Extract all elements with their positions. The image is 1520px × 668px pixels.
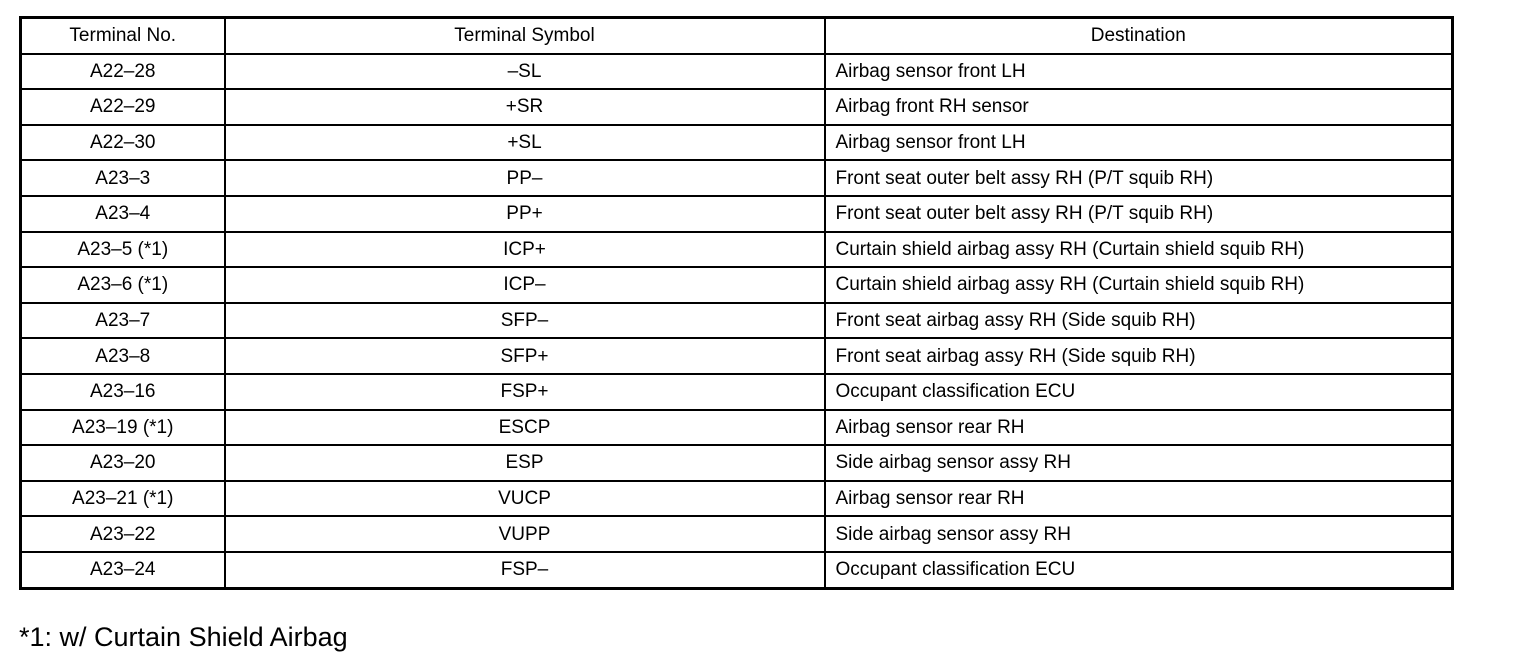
terminal-symbol-cell: FSP– (225, 552, 825, 588)
terminal-no-cell: A23–5 (*1) (21, 232, 225, 268)
terminal-symbol-cell: PP+ (225, 196, 825, 232)
destination-cell: Airbag sensor rear RH (825, 410, 1453, 446)
terminal-symbol-cell: VUCP (225, 481, 825, 517)
terminal-no-cell: A23–22 (21, 516, 225, 552)
terminal-symbol-cell: FSP+ (225, 374, 825, 410)
terminal-symbol-cell: ESCP (225, 410, 825, 446)
header-terminal-symbol: Terminal Symbol (225, 18, 825, 54)
terminal-symbol-cell: ICP– (225, 267, 825, 303)
terminal-no-cell: A23–24 (21, 552, 225, 588)
terminal-no-cell: A23–7 (21, 303, 225, 339)
destination-cell: Airbag sensor rear RH (825, 481, 1453, 517)
terminal-symbol-cell: SFP– (225, 303, 825, 339)
destination-cell: Side airbag sensor assy RH (825, 445, 1453, 481)
table-row (21, 338, 1453, 374)
terminal-symbol-cell: VUPP (225, 516, 825, 552)
table-row (21, 196, 1453, 232)
terminal-symbol-cell: +SR (225, 89, 825, 125)
destination-cell: Occupant classification ECU (825, 552, 1453, 588)
destination-cell: Front seat outer belt assy RH (P/T squib RH) (825, 196, 1453, 232)
destination-cell: Airbag sensor front LH (825, 54, 1453, 90)
terminal-symbol-cell: SFP+ (225, 338, 825, 374)
destination-cell: Front seat airbag assy RH (Side squib RH) (825, 338, 1453, 374)
table-body (21, 54, 1453, 588)
table-row (21, 125, 1453, 161)
destination-cell: Front seat outer belt assy RH (P/T squib RH) (825, 160, 1453, 196)
table-row (21, 303, 1453, 339)
terminal-no-cell: A23–4 (21, 196, 225, 232)
terminal-no-cell: A22–28 (21, 54, 225, 90)
terminal-symbol-cell: +SL (225, 125, 825, 161)
destination-cell: Airbag front RH sensor (825, 89, 1453, 125)
table-row (21, 232, 1453, 268)
terminal-table (19, 16, 1454, 590)
terminal-symbol-cell: –SL (225, 54, 825, 90)
terminal-no-cell: A23–20 (21, 445, 225, 481)
table-row (21, 410, 1453, 446)
terminal-no-cell: A22–29 (21, 89, 225, 125)
terminal-symbol-cell: ESP (225, 445, 825, 481)
table-row (21, 445, 1453, 481)
table-row (21, 267, 1453, 303)
header-terminal-no: Terminal No. (21, 18, 225, 54)
destination-cell: Occupant classification ECU (825, 374, 1453, 410)
terminal-no-cell: A23–3 (21, 160, 225, 196)
table-row (21, 374, 1453, 410)
terminal-no-cell: A23–21 (*1) (21, 481, 225, 517)
table-row (21, 481, 1453, 517)
destination-cell: Front seat airbag assy RH (Side squib RH) (825, 303, 1453, 339)
table-row (21, 89, 1453, 125)
table-row (21, 54, 1453, 90)
destination-cell: Airbag sensor front LH (825, 125, 1453, 161)
terminal-no-cell: A22–30 (21, 125, 225, 161)
table-row (21, 552, 1453, 588)
header-row (21, 18, 1453, 54)
terminal-no-cell: A23–19 (*1) (21, 410, 225, 446)
terminal-no-cell: A23–16 (21, 374, 225, 410)
table-header (21, 18, 1453, 54)
destination-cell: Side airbag sensor assy RH (825, 516, 1453, 552)
terminal-symbol-cell: ICP+ (225, 232, 825, 268)
terminal-no-cell: A23–6 (*1) (21, 267, 225, 303)
terminal-symbol-cell: PP– (225, 160, 825, 196)
destination-cell: Curtain shield airbag assy RH (Curtain shield squib RH) (825, 267, 1453, 303)
table-row (21, 160, 1453, 196)
terminal-no-cell: A23–8 (21, 338, 225, 374)
header-destination: Destination (825, 18, 1453, 54)
destination-cell: Curtain shield airbag assy RH (Curtain shield squib RH) (825, 232, 1453, 268)
table-row (21, 516, 1453, 552)
footnote: *1: w/ Curtain Shield Airbag (19, 622, 348, 652)
